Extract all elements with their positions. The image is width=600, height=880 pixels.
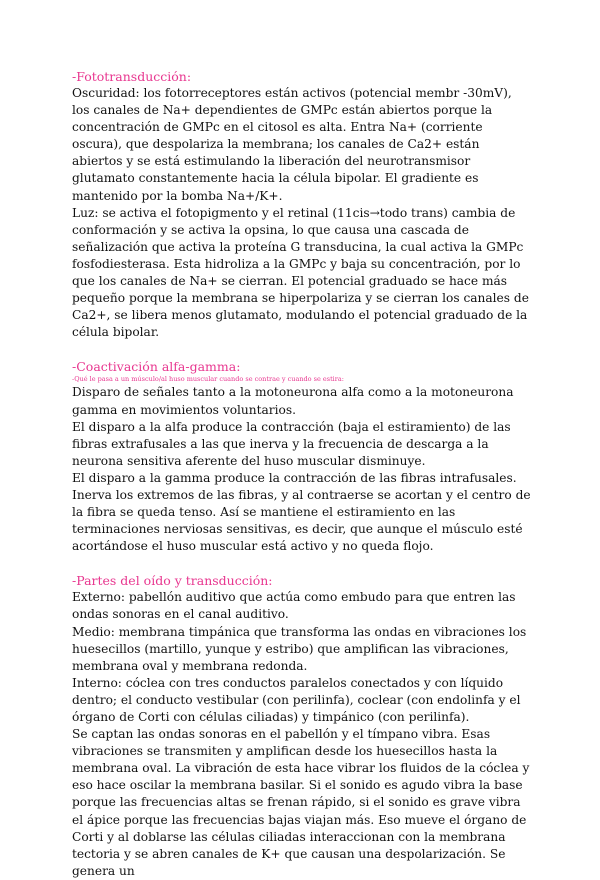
paragraph: Medio: membrana timpánica que transforma las ondas en vibraciones los huesecillos (martillo, yunque y estribo) que amplifican las vibraciones, membrana oval y membrana redonda. (72, 624, 527, 673)
section-heading: -Coactivación alfa-gamma: (72, 359, 241, 375)
paragraph: Disparo de señales tanto a la motoneurona alfa como a la motoneurona gamma en movimientos voluntarios. (72, 385, 514, 417)
paragraph: Se captan las ondas sonoras en el pabellón y el tímpano vibra. Esas vibraciones se transmiten y amplifican desde los huesecillos hasta la membrana oval. La vibración de esta hace vibrar los fluidos de la cóclea y eso hace oscilar la membrana basilar. Si el sonido es agudo vibra la base porque las frecuencias altas se frenan rápido, si el sonido es grave vibra el ápice porque las frecuencias bajas viajan más. Eso mueve el órgano de Corti y al doblarse las células ciliadas interaccionan con la membrana tectoria y se abren canales de K+ que causan una despolarización. Se genera un (72, 727, 530, 878)
section-oido (72, 572, 532, 880)
paragraph: Interno: cóclea con tres conductos paralelos conectados y con líquido dentro; el conducto vestibular (con perilinfa), coclear (con endolinfa y el órgano de Corti con células ciliadas) y timpánico (con perilinfa). (72, 675, 521, 724)
section-fototransduccion (72, 68, 532, 341)
document-page (72, 68, 532, 880)
paragraph: El disparo a la gamma produce la contracción de las fibras intrafusales. Inerva los extremos de las fibras, y al contraerse se acortan y el centro de la fibra se queda tenso. Así se mantiene el estiramiento en las terminaciones nerviosas sensitivas, es decir, que aunque el músculo esté acortándose el huso muscular está activo y no queda flojo. (72, 470, 531, 554)
section-subheading: -Qué le pasa a un músculo/al huso muscular cuando se contrae y cuando se estira: (72, 375, 344, 384)
section-gap (72, 341, 532, 358)
section-coactivacion (72, 358, 532, 555)
section-heading: -Fototransducción: (72, 69, 192, 84)
section-heading: -Partes del oído y transducción: (72, 573, 273, 589)
paragraph: Oscuridad: los fotorreceptores están activos (potencial membr -30mV), los canales de Na+ dependientes de GMPc están abiertos porque la concentración de GMPc en el citosol es alta. Entra Na+ (corriente oscura), que despolariza la membrana; los canales de Ca2+ están abiertos y se está estimulando la liberación del neurotransmisor glutamato constantemente hacia la célula bipolar. El gradiente es mantenido por la bomba Na+/K+. (72, 86, 512, 203)
paragraph: Externo: pabellón auditivo que actúa como embudo para que entren las ondas sonoras en el canal auditivo. (72, 590, 516, 622)
paragraph: Luz: se activa el fotopigmento y el retinal (11cis→todo trans) cambia de conformación y se activa la opsina, lo que causa una cascada de señalización que activa la proteína G transducina, la cual activa la GMPc fosfodiesterasa. Esta hidroliza a la GMPc y baja su concentración, por lo que los canales de Na+ se cierran. El potencial graduado se hace más pequeño porque la membrana se hiperpolariza y se cierran los canales de Ca2+, se libera menos glutamato, modulando el potencial graduado de la célula bipolar. (72, 205, 529, 340)
paragraph: El disparo a la alfa produce la contracción (baja el estiramiento) de las fibras extrafusales a las que inerva y la frecuencia de descarga a la neurona sensitiva aferente del huso muscular disminuye. (72, 419, 511, 468)
section-gap (72, 555, 532, 572)
